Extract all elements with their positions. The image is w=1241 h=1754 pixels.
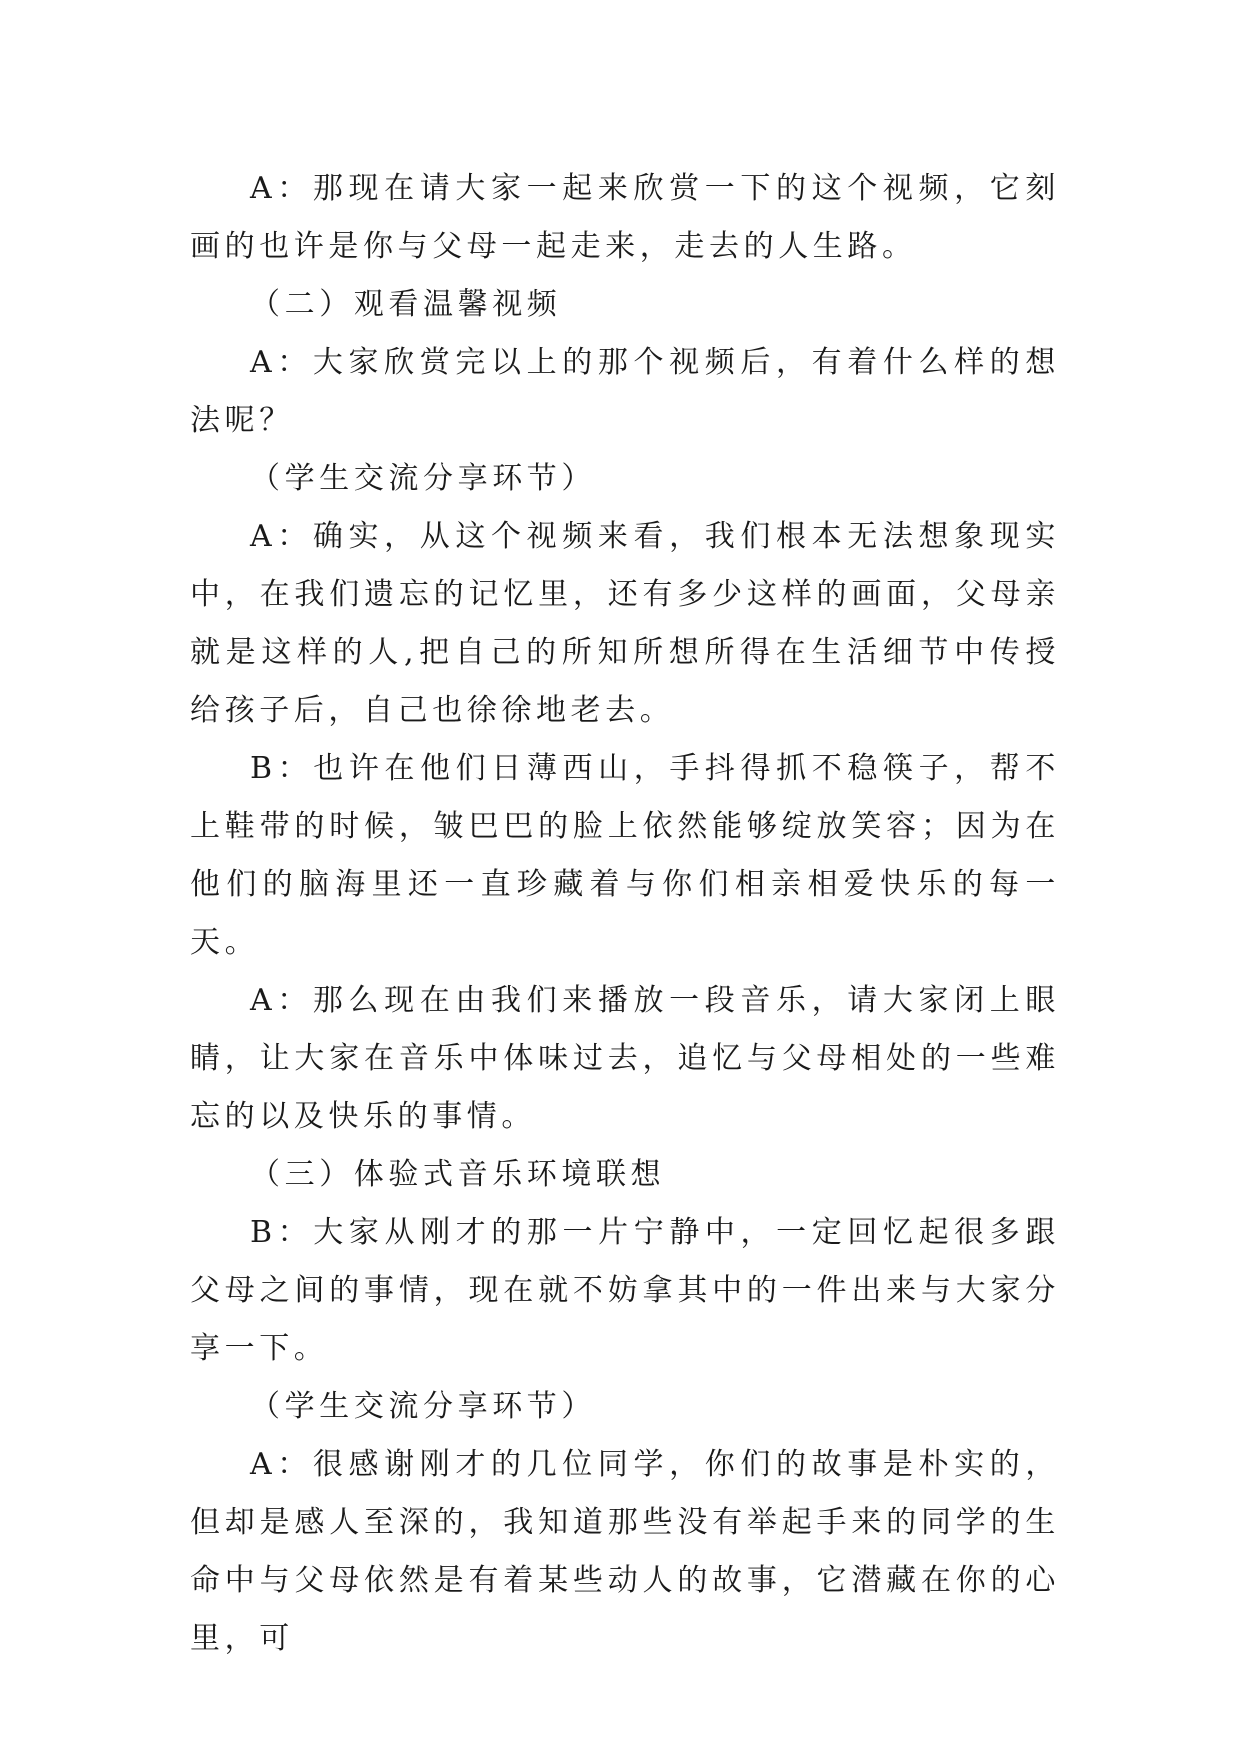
paragraph-9: B：大家从刚才的那一片宁静中，一定回忆起很多跟父母之间的事情，现在就不妨拿其中的一件出来与大家分享一下。 xyxy=(190,1215,1060,1366)
stage-direction-10: （学生交流分享环节） xyxy=(250,1389,596,1424)
paragraph-11: A：很感谢刚才的几位同学，你们的故事是朴实的，但却是感人至深的，我知道那些没有举起手来的同学的生命中与父母依然是有着某些动人的故事，它潜藏在你的心里，可 xyxy=(190,1447,1060,1656)
paragraph-6: B：也许在他们日薄西山，手抖得抓不稳筷子，帮不上鞋带的时候，皱巴巴的脸上依然能够绽放笑容；因为在他们的脑海里还一直珍藏着与你们相亲相爱快乐的每一天。 xyxy=(190,751,1060,960)
paragraph-1: A：那现在请大家一起来欣赏一下的这个视频，它刻画的也许是你与父母一起走来，走去的人生路。 xyxy=(190,171,1060,264)
paragraph-3: A：大家欣赏完以上的那个视频后，有着什么样的想法呢？ xyxy=(190,345,1060,438)
document-body xyxy=(190,160,1060,1668)
stage-direction-4: （学生交流分享环节） xyxy=(250,461,596,496)
section-heading-8: （三）体验式音乐环境联想 xyxy=(250,1157,666,1192)
section-heading-2: （二）观看温馨视频 xyxy=(250,287,562,322)
paragraph-7: A：那么现在由我们来播放一段音乐，请大家闭上眼睛，让大家在音乐中体味过去，追忆与父母相处的一些难忘的以及快乐的事情。 xyxy=(190,983,1060,1134)
paragraph-5: A：确实，从这个视频来看，我们根本无法想象现实中，在我们遗忘的记忆里，还有多少这样的画面，父母亲就是这样的人,把自己的所知所想所得在生活细节中传授给孩子后，自己也徐徐地老去。 xyxy=(190,519,1060,728)
